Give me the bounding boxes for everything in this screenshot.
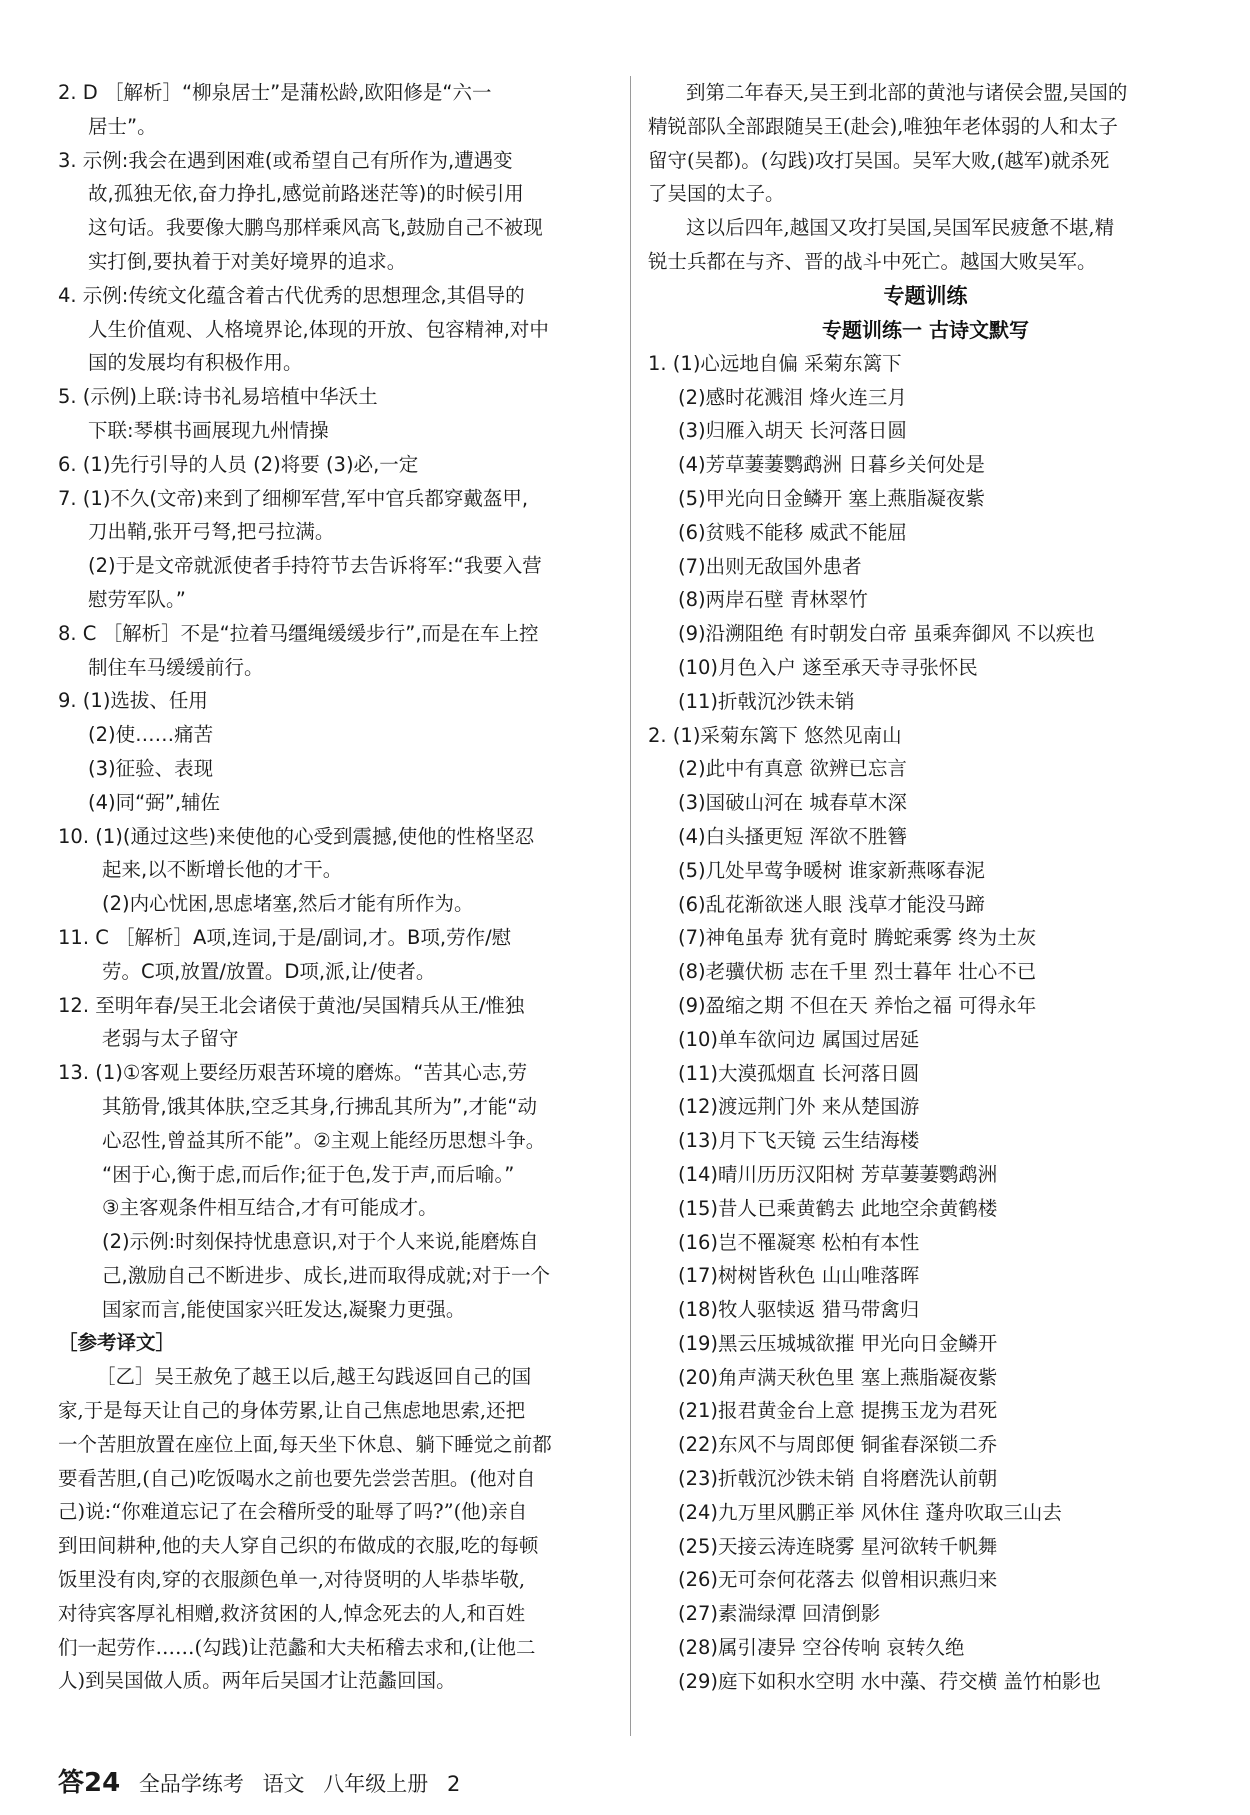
answer-line: 刀出鞘,张开弓弩,把弓拉满。	[88, 520, 335, 544]
answer-line: 下联:琴棋书画展现九州情操	[88, 418, 329, 442]
answer-line: (11)折戟沉沙铁未销	[678, 689, 855, 713]
translation-line: 锐士兵都在与齐、晋的战斗中死亡。越国大败吴军。	[648, 249, 1097, 273]
answer-line: (2)感时花溅泪 烽火连三月	[678, 385, 907, 409]
answer-line: (9)盈缩之期 不但在天 养怡之福 可得永年	[678, 993, 1037, 1017]
answer-line: (20)角声满天秋色里 塞上燕脂凝夜紫	[678, 1365, 998, 1389]
reference-translation-title: ［参考译文］	[58, 1331, 176, 1355]
answer-line: 慰劳军队。”	[88, 587, 186, 611]
translation-left	[58, 1360, 618, 1698]
answer-line: 老弱与太子留守	[102, 1027, 239, 1051]
translation-line: 到田间耕种,他的夫人穿自己织的布做成的衣服,吃的每顿	[58, 1534, 539, 1558]
answer-line: 13. (1)①客观上要经历艰苦环境的磨炼。“苦其心志,劳	[58, 1061, 528, 1085]
left-answer-list	[58, 76, 618, 1326]
left-column	[58, 76, 618, 1698]
answer-line: 心忍性,曾益其所不能”。②主观上能经历思想斗争。	[102, 1128, 546, 1152]
answer-line: (2)内心忧困,思虑堵塞,然后才能有所作为。	[102, 892, 474, 916]
answer-line: (3)归雁入胡天 长河落日圆	[678, 419, 907, 443]
answer-line: (10)月色入户 遂至承天寺寻张怀民	[678, 655, 978, 679]
answer-line: 劳。C项,放置/放置。D项,派,让/使者。	[102, 959, 436, 983]
answer-line: (5)甲光向日金鳞开 塞上燕脂凝夜紫	[678, 486, 985, 510]
right-column	[648, 76, 1203, 1699]
answer-line: 2. D ［解析］“柳泉居士”是蒲松龄,欧阳修是“六一	[58, 81, 492, 104]
answer-line: (6)乱花渐欲迷人眼 浅草才能没马蹄	[678, 892, 985, 916]
answer-line: (7)出则无敌国外患者	[678, 554, 862, 578]
subject: 语文	[262, 1772, 305, 1796]
answer-line: “困于心,衡于虑,而后作;征于色,发于声,而后喻。”	[102, 1162, 515, 1186]
answer-line: (23)折戟沉沙铁未销 自将磨洗认前朝	[678, 1467, 998, 1491]
answer-line: 11. C ［解析］A项,连词,于是/副词,才。B项,劳作/慰	[58, 925, 512, 949]
answer-line: (9)沿溯阻绝 有时朝发白帝 虽乘奔御风 不以疾也	[678, 622, 1095, 646]
answer-line: (2)使……痛苦	[88, 723, 214, 747]
page-footer	[58, 1768, 472, 1799]
answer-line: (25)天接云涛连晓雾 星河欲转千帆舞	[678, 1534, 998, 1558]
answer-line: 国的发展均有积极作用。	[88, 351, 303, 375]
answer-line: 5. (示例)上联:诗书礼易培植中华沃土	[58, 385, 378, 409]
answer-line: (14)晴川历历汉阳树 芳草萋萋鹦鹉洲	[678, 1162, 998, 1186]
translation-line: 一个苦胆放置在座位上面,每天坐下休息、躺下睡觉之前都	[58, 1432, 552, 1456]
answer-line: (4)同“弼”,辅佐	[88, 790, 221, 814]
answer-line: 制住车马缓缓前行。	[88, 655, 264, 679]
answer-line: 12. 至明年春/吴王北会诸侯于黄池/吴国精兵从王/惟独	[58, 993, 525, 1017]
answer-line: (19)黑云压城城欲摧 甲光向日金鳞开	[678, 1331, 998, 1355]
answer-line: (27)素湍绿潭 回清倒影	[678, 1602, 881, 1626]
answer-line: 起来,以不断增长他的才干。	[102, 858, 343, 882]
answer-line: ③主客观条件相互结合,才有可能成才。	[102, 1196, 438, 1220]
answer-line: (17)树树皆秋色 山山唯落晖	[678, 1264, 920, 1288]
answer-line: (29)庭下如积水空明 水中藻、荇交横 盖竹柏影也	[678, 1669, 1101, 1693]
translation-right	[648, 76, 1203, 279]
answer-line: 这句话。我要像大鹏鸟那样乘风高飞,鼓励自己不被现	[88, 216, 543, 240]
answer-line: (12)渡远荆门外 来从楚国游	[678, 1095, 920, 1119]
page-number: 答24	[58, 1768, 121, 1798]
answer-line: 6. (1)先行引导的人员 (2)将要 (3)必,一定	[58, 452, 419, 476]
answer-line: 己,激励自己不断进步、成长,进而取得成就;对于一个	[102, 1263, 550, 1287]
answer-line: (13)月下飞天镜 云生结海楼	[678, 1129, 920, 1153]
answer-line: (2)示例:时刻保持忧患意识,对于个人来说,能磨炼自	[102, 1230, 539, 1254]
answer-line: 2. (1)采菊东篱下 悠然见南山	[648, 723, 902, 747]
answer-line: (7)神龟虽寿 犹有竟时 腾蛇乘雾 终为土灰	[678, 926, 1037, 950]
answer-line: (2)此中有真意 欲辨已忘言	[678, 757, 907, 781]
answer-line: (28)属引凄异 空谷传响 哀转久绝	[678, 1636, 965, 1660]
poetry-answer-list	[648, 347, 1203, 1699]
answer-line: (3)征验、表现	[88, 756, 214, 780]
translation-line: 们一起劳作……(勾践)让范蠡和大夫柘稽去求和,(让他二	[58, 1635, 536, 1659]
answer-line: 1. (1)心远地自偏 采菊东篱下	[648, 351, 902, 375]
answer-line: 8. C ［解析］不是“拉着马缰绳缓缓步行”,而是在车上控	[58, 621, 539, 645]
translation-line: 己)说:“你难道忘记了在会稽所受的耻辱了吗?”(他)亲自	[58, 1500, 528, 1524]
answer-line: 国家而言,能使国家兴旺发达,凝聚力更强。	[102, 1297, 466, 1321]
answer-line: (8)老骥伏枥 志在千里 烈士暮年 壮心不已	[678, 960, 1037, 984]
grade: 八年级上册	[323, 1772, 429, 1796]
answer-line: (24)九万里风鹏正举 风休住 蓬舟吹取三山去	[678, 1500, 1062, 1524]
translation-line: 家,于是每天让自己的身体劳累,让自己焦虑地思索,还把	[58, 1399, 526, 1423]
translation-line: 到第二年春天,吴王到北部的黄池与诸侯会盟,吴国的	[686, 81, 1128, 104]
section-title: 专题训练	[883, 283, 968, 308]
answer-line: 3. 示例:我会在遇到困难(或希望自己有所作为,遭遇变	[58, 148, 513, 172]
answer-line: (4)芳草萋萋鹦鹉洲 日暮乡关何处是	[678, 453, 985, 477]
translation-line: ［乙］吴王赦免了越王以后,越王勾践返回自己的国	[96, 1365, 532, 1389]
answer-line: (26)无可奈何花落去 似曾相识燕归来	[678, 1568, 998, 1592]
answer-line: (16)岂不罹凝寒 松柏有本性	[678, 1230, 920, 1254]
answer-line: (22)东风不与周郎便 铜雀春深锁二乔	[678, 1433, 998, 1457]
answer-line: 9. (1)选拔、任用	[58, 689, 208, 713]
translation-line: 要看苦胆,(自己)吃饭喝水之前也要先尝尝苦胆。(他对自	[58, 1466, 536, 1490]
answer-line: (18)牧人驱犊返 猎马带禽归	[678, 1298, 920, 1322]
translation-line: 留守(吴都)。(勾践)攻打吴国。吴军大败,(越军)就杀死	[648, 148, 1110, 172]
translation-line: 精锐部队全部跟随吴王(赴会),唯独年老体弱的人和太子	[648, 114, 1118, 138]
answer-line: (15)昔人已乘黄鹤去 此地空余黄鹤楼	[678, 1196, 998, 1220]
answer-line: 故,孤独无依,奋力挣扎,感觉前路迷茫等)的时候引用	[88, 182, 524, 206]
answer-line: (10)单车欲问边 属国过居延	[678, 1027, 920, 1051]
answer-line: (8)两岸石壁 青林翠竹	[678, 588, 868, 612]
subsection-title: 专题训练一 古诗文默写	[822, 317, 1029, 342]
answer-line: (21)报君黄金台上意 提携玉龙为君死	[678, 1399, 998, 1423]
book-name: 全品学练考	[138, 1772, 244, 1796]
answer-line: (2)于是文帝就派使者手持符节去告诉将军:“我要入营	[88, 554, 542, 578]
translation-line: 对待宾客厚礼相赠,救济贫困的人,悼念死去的人,和百姓	[58, 1601, 526, 1625]
answer-line: 其筋骨,饿其体肤,空乏其身,行拂乱其所为”,才能“动	[102, 1094, 537, 1118]
answer-line: (11)大漠孤烟直 长河落日圆	[678, 1061, 920, 1085]
answer-line: (3)国破山河在 城春草木深	[678, 791, 907, 815]
answer-line: 人生价值观、人格境界论,体现的开放、包容精神,对中	[88, 317, 549, 341]
answer-line: 4. 示例:传统文化蕴含着古代优秀的思想理念,其倡导的	[58, 283, 525, 307]
answer-line: (6)贫贱不能移 威武不能屈	[678, 520, 907, 544]
answer-line: (5)几处早莺争暖树 谁家新燕啄春泥	[678, 858, 985, 882]
column-divider	[630, 76, 631, 1736]
answer-line: 实打倒,要执着于对美好境界的追求。	[88, 249, 407, 273]
translation-line: 了吴国的太子。	[648, 182, 785, 206]
translation-line: 人)到吴国做人质。两年后吴国才让范蠡回国。	[58, 1669, 456, 1693]
volume: 2	[446, 1772, 461, 1796]
translation-line: 这以后四年,越国又攻打吴国,吴国军民疲惫不堪,精	[686, 216, 1115, 240]
answer-line: 10. (1)(通过这些)来使他的心受到震撼,使他的性格坚忍	[58, 824, 535, 848]
answer-line: (4)白头搔更短 浑欲不胜簪	[678, 824, 907, 848]
answer-line: 7. (1)不久(文帝)来到了细柳军营,军中官兵都穿戴盔甲,	[58, 486, 529, 510]
answer-line: 居士”。	[88, 114, 157, 138]
translation-line: 饭里没有肉,穿的衣服颜色单一,对待贤明的人毕恭毕敬,	[58, 1568, 526, 1592]
